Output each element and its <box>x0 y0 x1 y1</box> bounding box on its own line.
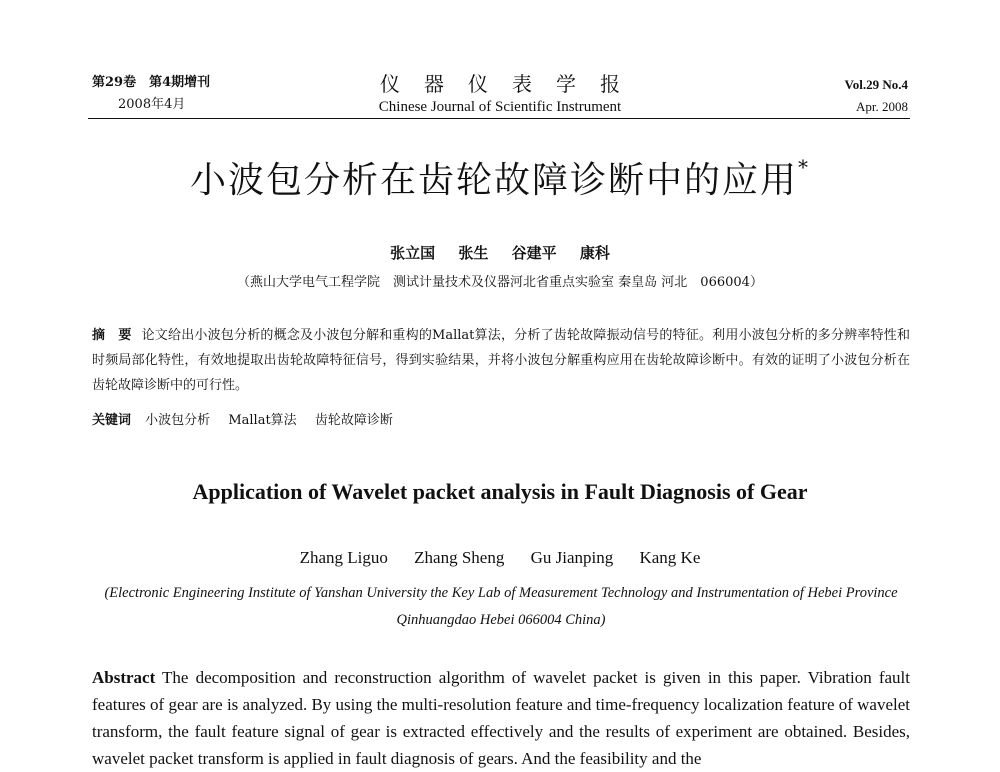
keyword: 齿轮故障诊断 <box>314 413 393 428</box>
title-text: 小波包分析在齿轮故障诊断中的应用 <box>189 160 798 201</box>
volume-en: Vol.29 No.4 <box>844 77 908 92</box>
author-cn: 张立国 <box>390 244 436 262</box>
abstract-en <box>92 664 910 772</box>
author-en: Zhang Sheng <box>414 548 505 567</box>
keywords-cn <box>92 409 407 428</box>
author-en: Zhang Liguo <box>299 548 388 567</box>
header-center <box>300 70 700 116</box>
author-en: Kang Ke <box>639 548 701 567</box>
paper-title-cn <box>0 152 1000 203</box>
paper-title-en: Application of Wavelet packet analysis in Fault Diagnosis of Gear <box>192 479 808 504</box>
author-cn: 张生 <box>458 244 489 262</box>
affiliation-cn: （燕山大学电气工程学院 测试计量技术及仪器河北省重点实验室 秦皇岛 河北 066004） <box>237 275 763 290</box>
affiliation-en: (Electronic Engineering Institute of Yanshan University the Key Lab of Measurement Technology and Instrumentation of Hebei Province Qinhuangdao Hebei 066004 China) <box>104 585 898 628</box>
title-footnote-mark: * <box>798 155 810 179</box>
journal-name-en: Chinese Journal of Scientific Instrument <box>378 99 622 115</box>
author-cn: 谷建平 <box>511 244 557 262</box>
abstract-label-en: Abstract <box>92 668 156 687</box>
abstract-text-en: The decomposition and reconstruction algorithm of wavelet packet is given in this paper. Vibration fault features of gear are is analyzed. By using the multi-resolution feature and time-frequency localization feature of wavelet transform, the fault feature signal of gear is extracted effectively and the results of experiment are obtained. Besides, wavelet packet transform is applied in fault diagnosis of gears. And the feasibility and the <box>92 668 911 768</box>
keyword: 小波包分析 <box>145 413 211 428</box>
authors-cn <box>0 242 1000 263</box>
header-rule <box>88 118 910 119</box>
journal-name-cn: 仪器仪表学报 <box>380 72 644 96</box>
date-en: Apr. 2008 <box>856 99 908 114</box>
author-cn: 康科 <box>579 244 610 262</box>
authors-en <box>0 548 1000 568</box>
volume-issue-cn: 第29卷 第4期增刊 <box>92 75 211 90</box>
abstract-text-cn: 论文给出小波包分析的概念及小波包分解和重构的Mallat算法，分析了齿轮故障振动信号的特征。利用小波包分析的多分辨率特性和时频局部化特性，有效地提取出齿轮故障特征信号，得到实验结果，并将小波包分解重构应用在齿轮故障诊断中。有效的证明了小波包分析在齿轮故障诊断中的可行性。 <box>92 328 910 393</box>
keywords-label-cn: 关键词 <box>92 413 132 428</box>
abstract-cn <box>92 323 910 398</box>
header-right <box>845 74 908 118</box>
date-cn: 2008年4月 <box>118 97 186 112</box>
abstract-label-cn: 摘 要 <box>92 328 132 343</box>
author-en: Gu Jianping <box>530 548 614 567</box>
keyword: Mallat算法 <box>228 413 297 428</box>
header-left <box>92 72 210 116</box>
